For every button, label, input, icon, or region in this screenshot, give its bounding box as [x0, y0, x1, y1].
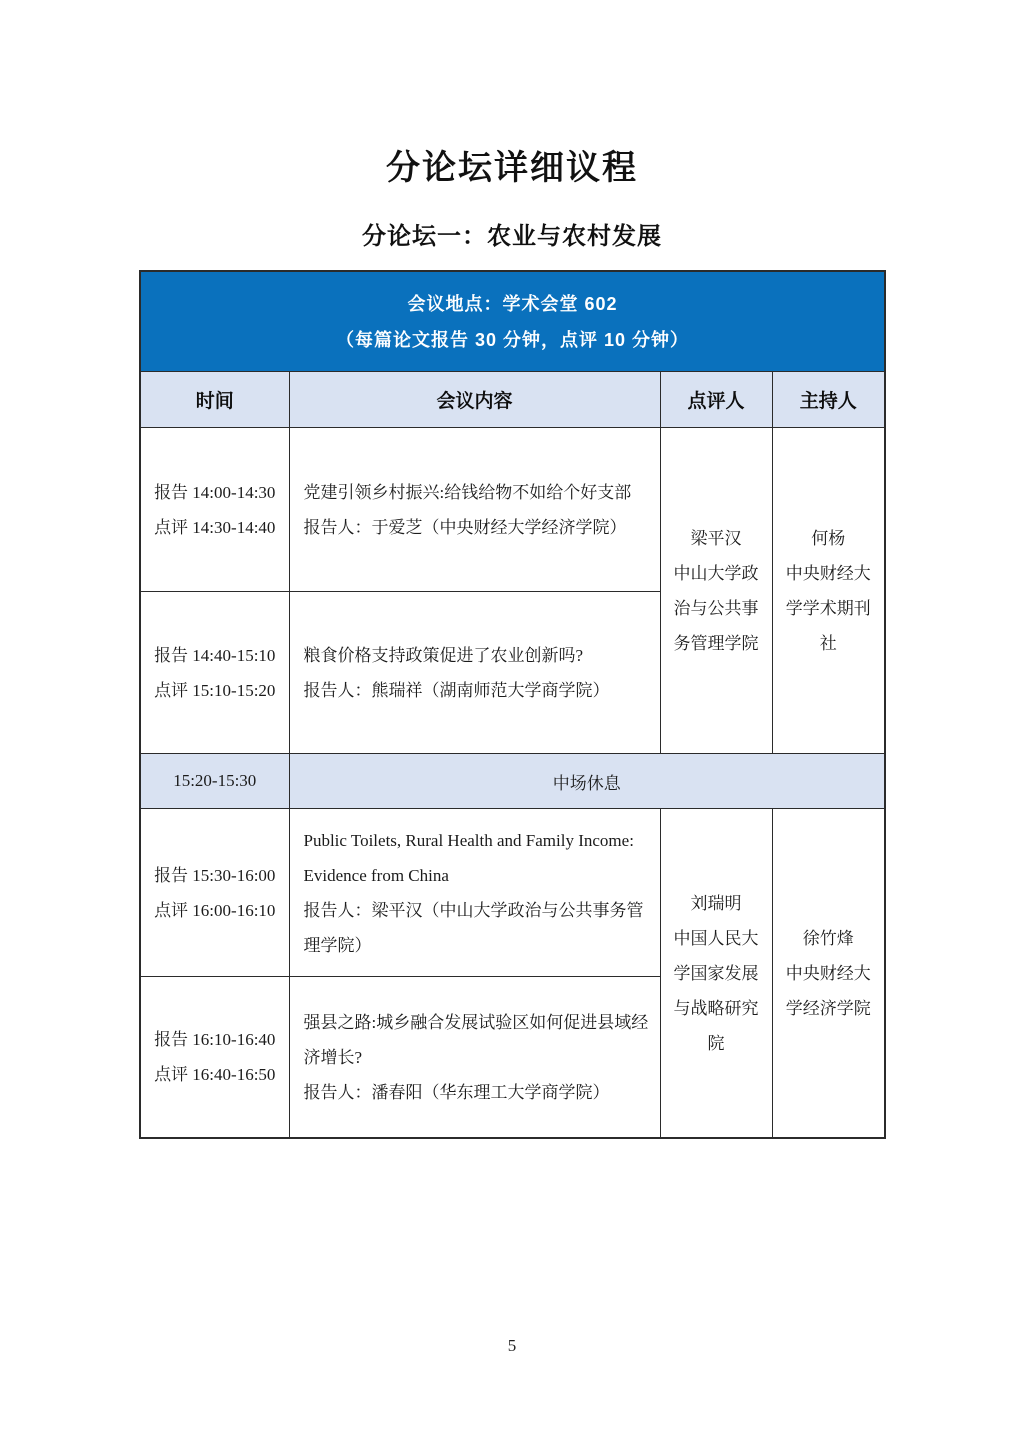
block-1-commenter-cell	[660, 428, 772, 754]
forum-subtitle: 分论坛一：农业与农村发展	[362, 223, 662, 250]
session-1-report-time: 报告 14:00-14:30	[154, 482, 276, 502]
block-1-host-affiliation: 中央财经大学学术期刊社	[785, 563, 871, 653]
block-1-host-cell	[772, 428, 885, 754]
session-3-time-cell	[140, 809, 289, 977]
venue-location-text: 会议地点：学术会堂 602	[407, 293, 618, 314]
page-number: 5	[507, 1336, 517, 1355]
session-3-content-cell	[289, 809, 660, 977]
session-2-report-time: 报告 14:40-15:10	[154, 645, 276, 665]
session-2-presenter: 报告人：熊瑞祥（湖南师范大学商学院）	[303, 680, 610, 700]
session-4-report-time: 报告 16:10-16:40	[154, 1030, 276, 1049]
block-2-commenter-cell	[660, 809, 772, 1139]
session-duration-text: （每篇论文报告 30 分钟，点评 10 分钟）	[336, 329, 690, 350]
session-1-content-cell	[289, 428, 660, 592]
column-header-commenter: 点评人	[660, 372, 772, 428]
session-3-comment-time: 点评 16:00-16:10	[154, 900, 276, 920]
session-4-comment-time: 点评 16:40-16:50	[154, 1065, 276, 1084]
block-2-commenter-name: 刘瑞明	[690, 893, 742, 913]
block-2-host-affiliation: 中央财经大学经济学院	[785, 963, 871, 1018]
session-2-time-cell	[140, 592, 289, 754]
session-4-paper-title: 强县之路:城乡融合发展试验区如何促进县域经济增长?	[303, 1012, 649, 1067]
block-1-commenter-affiliation: 中山大学政治与公共事务管理学院	[673, 563, 759, 653]
session-3-presenter: 报告人：梁平汉（中山大学政治与公共事务管理学院）	[303, 900, 644, 955]
column-header-content: 会议内容	[289, 372, 660, 428]
break-row	[140, 754, 885, 809]
break-time-cell: 15:20-15:30	[140, 754, 289, 809]
block-2-host-cell	[772, 809, 885, 1139]
break-label-cell: 中场休息	[289, 754, 885, 809]
block-2-commenter-affiliation: 中国人民大学国家发展与战略研究院	[673, 928, 759, 1053]
session-2-paper-title: 粮食价格支持政策促进了农业创新吗?	[303, 645, 584, 665]
session-1-paper-title: 党建引领乡村振兴:给钱给物不如给个好支部	[303, 482, 632, 502]
session-2-content-cell	[289, 592, 660, 754]
block-2-host-name: 徐竹烽	[802, 928, 854, 948]
session-row-3	[140, 809, 885, 977]
session-1-comment-time: 点评 14:30-14:40	[154, 517, 276, 537]
session-2-comment-time: 点评 15:10-15:20	[154, 680, 276, 700]
column-header-time: 时间	[140, 372, 289, 428]
venue-banner-cell	[140, 271, 885, 372]
session-row-1	[140, 428, 885, 592]
venue-banner-row	[140, 271, 885, 372]
session-4-presenter: 报告人：潘春阳（华东理工大学商学院）	[303, 1082, 610, 1102]
session-1-presenter: 报告人：于爱芝（中央财经大学经济学院）	[303, 517, 627, 537]
page-title: 分论坛详细议程	[386, 149, 638, 187]
session-4-time-cell	[140, 977, 289, 1139]
block-1-host-name: 何杨	[811, 528, 846, 548]
column-header-row	[140, 372, 885, 428]
agenda-table	[139, 270, 886, 1139]
column-header-host: 主持人	[772, 372, 885, 428]
session-1-time-cell	[140, 428, 289, 592]
session-3-paper-title: Public Toilets, Rural Health and Family Income: Evidence from China	[303, 830, 634, 885]
block-1-commenter-name: 梁平汉	[690, 528, 742, 548]
session-4-content-cell	[289, 977, 660, 1139]
session-3-report-time: 报告 15:30-16:00	[154, 865, 276, 885]
